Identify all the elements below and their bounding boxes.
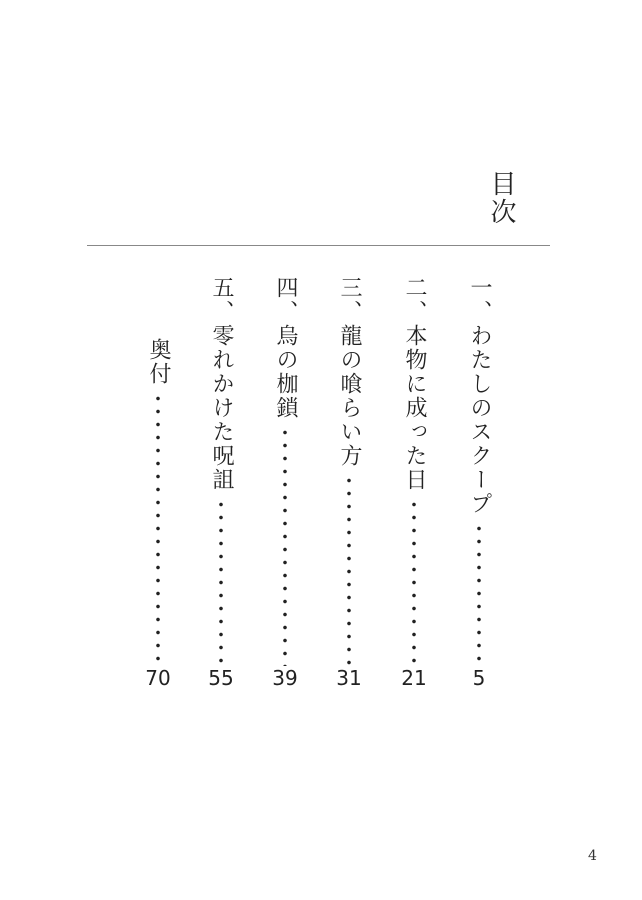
toc-entry-page: 39: [272, 666, 298, 690]
toc-entry-page: 21: [401, 666, 427, 690]
toc-entry-label: 四、烏の枷鎖: [273, 276, 298, 420]
toc-entry-page: 5: [472, 666, 486, 690]
toc-entry-4[interactable]: [272, 276, 298, 668]
dot-leader: [477, 522, 481, 666]
toc-entry-1[interactable]: [466, 276, 492, 668]
toc-entry-page: 55: [208, 666, 234, 690]
toc-entry-2[interactable]: [401, 276, 427, 668]
toc-entry-3[interactable]: [336, 276, 362, 668]
page-title: 目次: [486, 170, 516, 226]
toc-entry-page: 70: [145, 666, 171, 690]
toc-entry-label: 一、わたしのスクープ: [467, 276, 492, 516]
toc-entry-page: 31: [336, 666, 362, 690]
toc-entry-5[interactable]: [208, 276, 234, 668]
page-number: 4: [588, 848, 597, 864]
toc-entry-label: 奥付: [146, 338, 171, 386]
dot-leader: [219, 498, 223, 666]
dot-leader: [412, 498, 416, 666]
toc-entry-6[interactable]: [145, 338, 171, 668]
dot-leader: [347, 474, 351, 666]
toc-entry-label: 二、本物に成った日: [402, 276, 427, 492]
dot-leader: [156, 392, 160, 666]
toc-entry-label: 三、龍の喰らい方: [337, 276, 362, 468]
dot-leader: [283, 426, 287, 666]
toc-entry-label: 五、零れかけた呪詛: [209, 276, 234, 492]
title-divider: [87, 245, 550, 246]
